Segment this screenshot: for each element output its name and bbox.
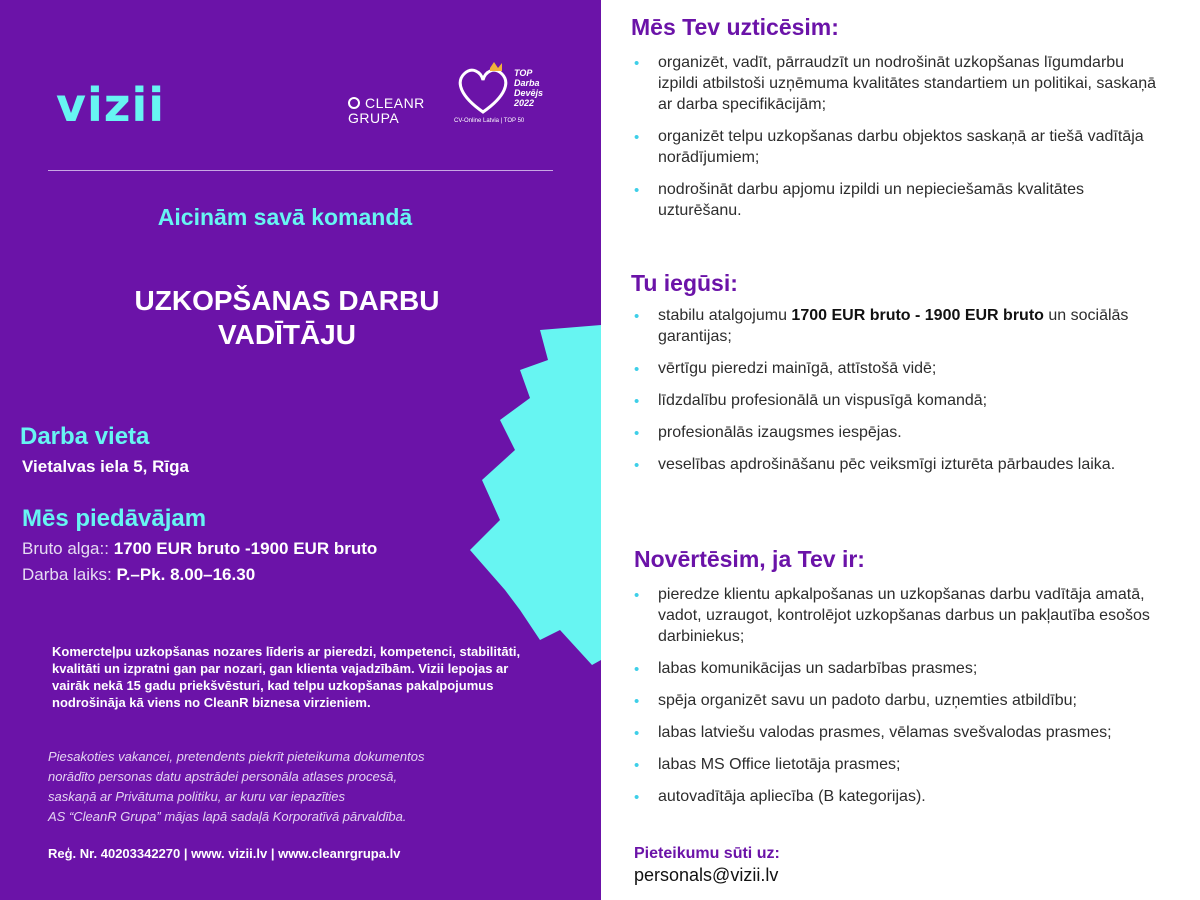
hours-label: Darba laiks: [22, 565, 112, 584]
bullet-dot-icon: • [634, 757, 640, 774]
award-line2: Darba [514, 78, 540, 88]
job-title-line1: UZKOPŠANAS DARBU [134, 285, 440, 316]
list-item: • labas latviešu valodas prasmes, vēlamas svešvalodas prasmes; [634, 724, 1112, 742]
header-divider [48, 170, 553, 171]
privacy-line2: norādīto personas datu apstrādei personāla atlases procesā, [48, 769, 398, 784]
list-item: • organizēt telpu uzkopšanas darbu objektos saskaņā ar tiešā vadītāja norādījumiem; [634, 128, 1144, 166]
apply-email-link[interactable]: personals@vizii.lv [634, 865, 779, 885]
list-item: • vērtīgu pieredzi mainīgā, attīstošā vidē; [634, 360, 937, 378]
bullet-dot-icon: • [634, 725, 640, 742]
award-footer: CV-Online Latvia | TOP 50 [454, 118, 525, 124]
bullet-dot-icon: • [634, 457, 640, 474]
cleanr-line1: CLEANR [365, 95, 425, 111]
award-line3: Devējs [514, 88, 544, 98]
top-employer-badge [452, 62, 562, 132]
list-item: • spēja organizēt savu un padoto darbu, uzņemties atbildību; [634, 692, 1077, 710]
privacy-line4: AS “CleanR Grupa” mājas lapā sadaļā Korporatīvā pārvaldība. [48, 809, 407, 824]
hours-line [22, 565, 255, 585]
list-item: • profesionālās izaugsmes iespējas. [634, 424, 902, 442]
heart-award-icon [454, 62, 512, 118]
invite-text: Aicinām savā komandā [157, 204, 413, 230]
valued-heading: Novērtēsim, ja Tev ir: [634, 546, 865, 572]
gain-salary: 1700 EUR bruto - 1900 EUR bruto [791, 307, 1044, 324]
bullet-dot-icon: • [634, 587, 640, 604]
list-item: • autovadītāja apliecība (B kategorijas). [634, 788, 926, 806]
bullet-dot-icon: • [634, 693, 640, 710]
workplace-address: Vietalvas iela 5, Rīga [22, 457, 189, 476]
company-contacts[interactable]: Reģ. Nr. 40203342270 | www. vizii.lv | www.cleanrgrupa.lv [48, 846, 401, 861]
list-item: • veselības apdrošināšanu pēc veiksmīgi izturēta pārbaudes laika. [634, 456, 1116, 474]
bullet-dot-icon: • [634, 55, 640, 72]
privacy-line1: Piesakoties vakancei, pretendents piekrīt pieteikuma dokumentos [48, 749, 425, 764]
list-item: • stabilu atalgojumu 1700 EUR bruto - 1900 EUR bruto un sociālās garantijas; [634, 307, 1129, 345]
job-title [0, 284, 574, 352]
list-item: • pieredze klientu apkalpošanas un uzkopšanas darbu vadītāja amatā, vadot, uzraugot, kontrolējot uzkopšanas darbus un pakļautība esošos darbiniekus; [634, 586, 1150, 645]
bullet-dot-icon: • [634, 182, 640, 199]
job-title-line2: VADĪTĀJU [218, 319, 356, 350]
salary-value: 1700 EUR bruto -1900 EUR bruto [113, 539, 378, 558]
hours-value: P.–Pk. 8.00–16.30 [116, 565, 256, 584]
privacy-notice [48, 747, 553, 827]
ring-icon [348, 97, 360, 109]
salary-label: Bruto alga:: [22, 539, 109, 558]
gain-list [632, 305, 1168, 486]
cleanr-line2: GRUPA [348, 110, 400, 126]
award-line1: TOP [514, 68, 533, 78]
trust-list [632, 52, 1168, 232]
bullet-dot-icon: • [634, 425, 640, 442]
bullet-dot-icon: • [634, 361, 640, 378]
trust-heading: Mēs Tev uzticēsim: [631, 14, 839, 40]
award-line4: 2022 [514, 98, 535, 108]
list-item: • organizēt, vadīt, pārraudzīt un nodrošināt uzkopšanas līgumdarbu izpildi atbilstoši uzņēmuma kvalitātes standartiem un politikai, saskaņā ar darba specifikācijām; [634, 54, 1157, 113]
gain-heading: Tu iegūsi: [631, 270, 738, 296]
bullet-dot-icon: • [634, 393, 640, 410]
offer-heading: Mēs piedāvājam [22, 505, 207, 532]
bullet-dot-icon: • [634, 661, 640, 678]
company-description: Komercteļpu uzkopšanas nozares līderis ar pieredzi, kompetenci, stabilitāti, kvalitāti un izpratni gan par nozari, gan klienta vajadzībām. Vizii lepojas ar vairāk nekā 15 gadu priekšvēsturi, kad telpu uzkopšanas pakalpojumus nodrošināja kā viens no CleanR biznesa virzieniem. [52, 644, 521, 710]
apply-label: Pieteikumu sūti uz: [634, 845, 780, 862]
vizii-logo[interactable]: vizii [56, 78, 166, 132]
salary-line [22, 539, 377, 559]
bullet-dot-icon: • [634, 308, 640, 325]
list-item: • labas MS Office lietotāja prasmes; [634, 756, 901, 774]
cleanr-grupa-logo[interactable] [348, 96, 425, 126]
bullet-dot-icon: • [634, 789, 640, 806]
privacy-line3: saskaņā ar Privātuma politiku, ar kuru var iepazīties [48, 789, 345, 804]
list-item: • nodrošināt darbu apjomu izpildi un nepieciešamās kvalitātes uzturēšanu. [634, 181, 1085, 219]
list-item: • labas komunikācijas un sadarbības prasmes; [634, 660, 978, 678]
list-item: • līdzdalību profesionālā un vispusīgā komandā; [634, 392, 988, 410]
valued-list [632, 584, 1168, 818]
bullet-dot-icon: • [634, 129, 640, 146]
workplace-heading: Darba vieta [20, 423, 150, 450]
